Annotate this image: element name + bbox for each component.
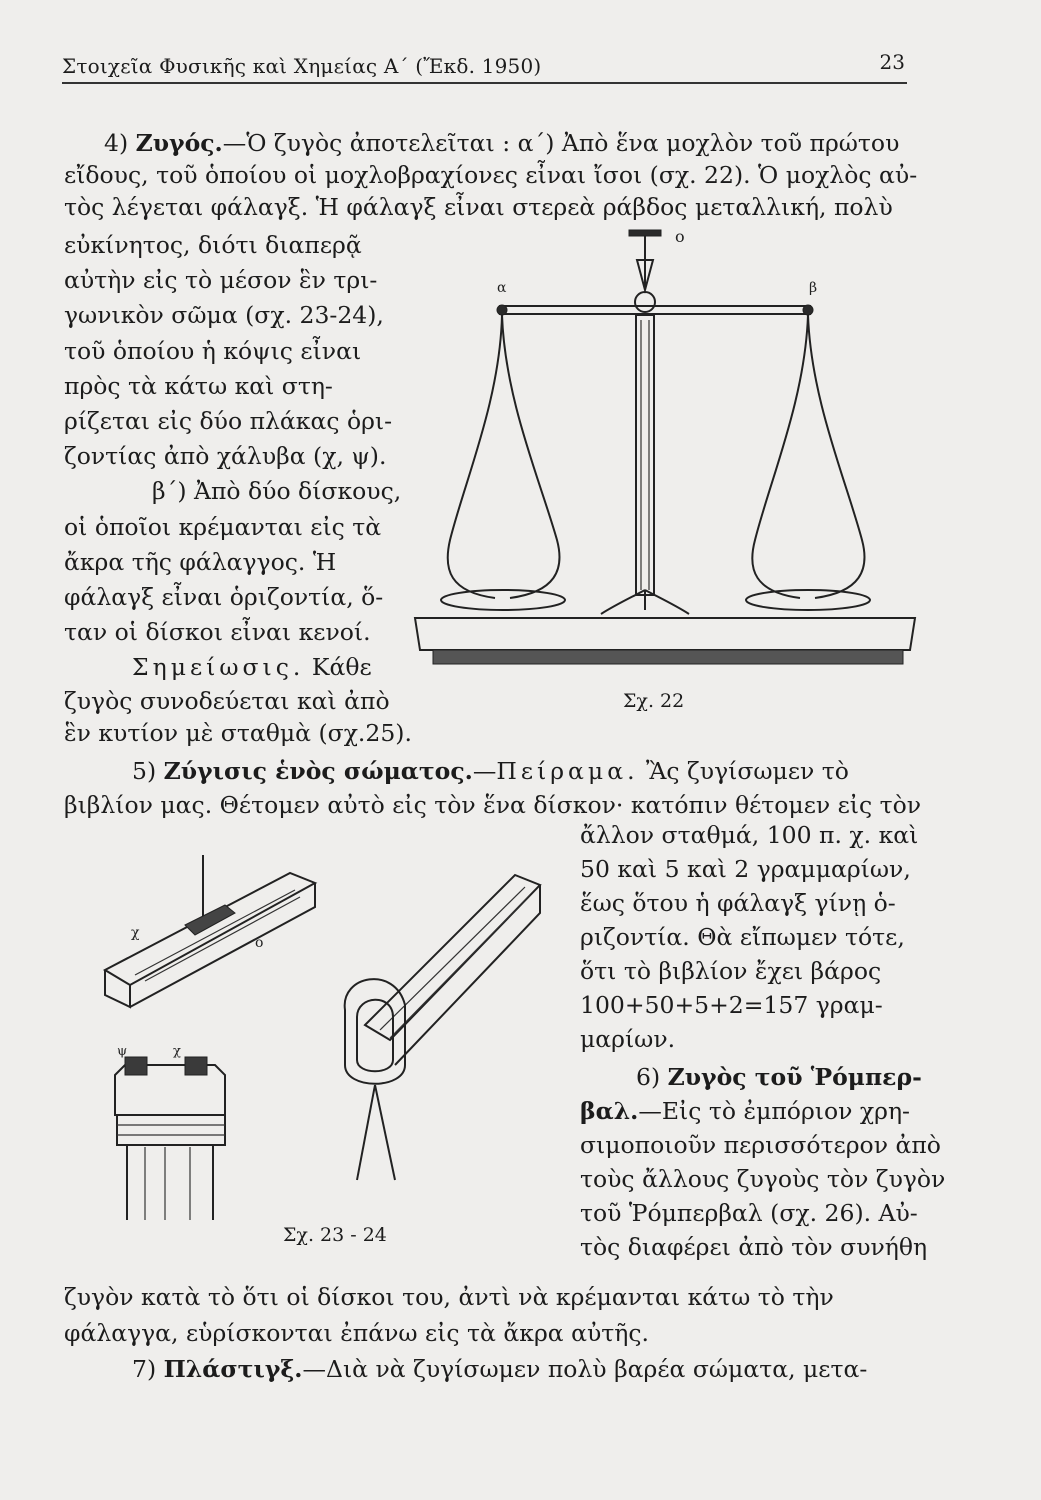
right-column-line: 100+50+5+2=157 γραμ- [580,991,883,1019]
section6-heading-line: 6) Ζυγὸς τοῦ Ῥόμπερ- [636,1063,922,1091]
section6-line: σιμοποιοῦν περισσότερον ἀπὸ [580,1131,941,1159]
section5-line-2: βιβλίον μας. Θέτομεν αὐτὸ εἰς τὸν ἕνα δίσκον· κατόπιν θέτομεν εἰς τὸν [64,791,922,819]
peirama-label: Πείραμα. [496,757,639,785]
top-line-3: τὸς λέγεται φάλαγξ. Ἡ φάλαγξ εἶναι στερεὰ ράβδος μεταλλική, πολὺ [64,193,893,221]
note-line-3: ἓν κυτίον μὲ σταθμὰ (σχ.25). [64,719,412,747]
left-column-line: οἱ ὁποῖοι κρέμανται εἰς τὰ [64,512,382,541]
section6-line: τὸς διαφέρει ἀπὸ τὸν συνήθη [580,1233,928,1261]
pointer-knob [629,230,661,236]
right-column-line: ὅτι τὸ βιβλίον ἔχει βάρος [580,957,882,985]
page-number: 23 [879,50,905,74]
left-column-line: β΄) Ἀπὸ δύο δίσκους, [152,477,402,506]
fig23-label-o: ο [255,935,264,951]
left-column-line: τοῦ ὁποίου ἡ κόψις εἶναι [64,336,362,365]
left-column-line: ζοντίας ἀπὸ χάλυβα (χ, ψ). [64,442,387,471]
fig23-label-psi: ψ [117,1044,128,1059]
right-column-line: ἕως ὅτου ἡ φάλαγξ γίνῃ ὁ- [580,889,896,917]
fig23-label-x: χ [131,925,140,941]
section6-line-2: βαλ.—Εἰς τὸ ἐμπόριον χρη- [580,1097,910,1125]
left-column-line: ἄκρα τῆς φάλαγγος. Ἡ [64,547,337,576]
fig22-caption: Σχ. 22 [623,690,685,712]
left-column-line: εὐκίνητος, διότι διαπερᾷ [64,231,362,259]
base-board-edge [433,650,903,664]
right-column-line: 50 καὶ 5 καὶ 2 γραμμαρίων, [580,855,911,883]
left-column-line: φάλαγξ εἶναι ὁριζοντία, ὅ- [64,583,384,611]
knife-edge-figure [95,835,565,1230]
section5-line-1: 5) Ζύγισις ἑνὸς σώματος.—Πείραμα. Ἂς ζυγίσωμεν τὸ [132,757,849,785]
heading-zygisis: Ζύγισις ἑνὸς σώματος. [163,757,473,785]
note-label: Σημείωσις. [132,653,305,681]
section6-line: τοῦ Ῥόμπερβαλ (σχ. 26). Αὐ- [580,1199,918,1227]
bottom-line-1: ζυγὸν κατὰ τὸ ὅτι οἱ δίσκοι του, ἀντὶ νὰ κρέμανται κάτω τὸ τὴν [64,1283,834,1311]
left-column-line: ταν οἱ δίσκοι εἶναι κενοί. [64,618,371,647]
left-column-line: αὐτὴν εἰς τὸ μέσον ἓν τρι- [64,266,378,295]
left-column-line: γωνικὸν σῶμα (σχ. 23-24), [64,301,384,330]
right-column-line: ἄλλον σταθμά, 100 π. χ. καὶ [580,821,919,849]
top-line-2: εἴδους, τοῦ ὁποίου οἱ μοχλοβραχίονες εἶναι ἴσοι (σχ. 22). Ὁ μοχλὸς αὐ- [64,161,918,189]
note-line-2: ζυγὸς συνοδεύεται καὶ ἀπὸ [64,687,390,715]
fig2324-caption: Σχ. 23 - 24 [283,1224,387,1246]
note-line-1: Σημείωσις. Κάθε [132,653,372,681]
right-column-line: ριζοντία. Θὰ εἴπωμεν τότε, [580,923,905,951]
left-column-line: ρίζεται εἰς δύο πλάκας ὁρι- [64,407,393,435]
heading-roberval: Ζυγὸς τοῦ Ῥόμπερ- [667,1063,922,1091]
fig22-label-b: β [809,280,818,296]
running-title: Στοιχεῖα Φυσικῆς καὶ Χημείας Α΄ (Ἔκδ. 1950) [62,54,542,78]
section7-line: 7) Πλάστιγξ.—Διὰ νὰ ζυγίσωμεν πολὺ βαρέα σώματα, μετα- [132,1355,868,1383]
bottom-line-2: φάλαγγα, εὑρίσκονται ἐπάνω εἰς τὰ ἄκρα αὐτῆς. [64,1319,649,1347]
fig22-label-o: ο [675,227,685,246]
fig23-label-x2: χ [173,1044,181,1059]
top-line-1: 4) Ζυγός.—Ὁ ζυγὸς ἀποτελεῖται : α΄) Ἀπὸ ἕνα μοχλὸν τοῦ πρώτου [104,129,900,157]
heading-plastigx: Πλάστιγξ. [163,1355,303,1383]
left-column-line: πρὸς τὰ κάτω καὶ στη- [64,371,333,400]
section6-line: τοὺς ἄλλους ζυγοὺς τὸν ζυγὸν [580,1165,946,1193]
heading-zygos: Ζυγός. [135,129,223,157]
fig22-label-a: α [497,280,507,296]
right-column-line: μαρίων. [580,1025,676,1053]
balance-figure [405,220,925,690]
page-header [62,42,907,84]
